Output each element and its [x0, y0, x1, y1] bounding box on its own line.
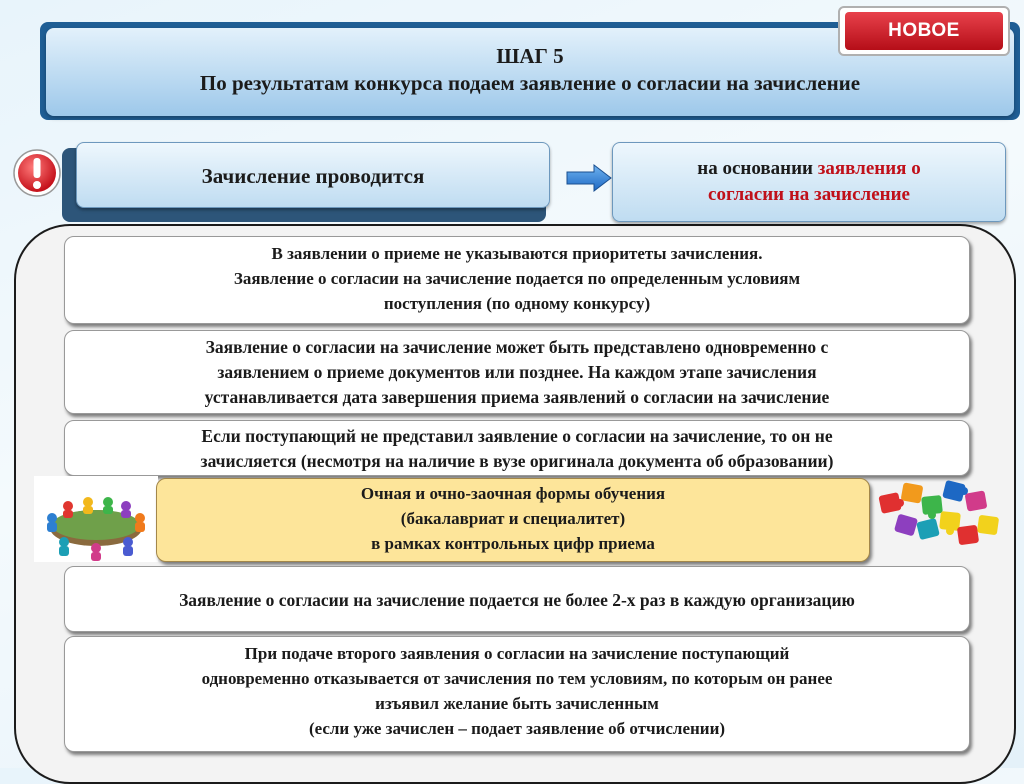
- note-line: поступления (по одному конкурсу): [383, 294, 651, 313]
- enrollment-basis-box: [612, 142, 1006, 222]
- note-line: При подаче второго заявления о согласии на зачисление поступающий: [244, 644, 790, 663]
- note-study-forms: [156, 478, 870, 562]
- note-line: одновременно отказывается от зачисления по тем условиям, по которым он ранее: [201, 669, 833, 688]
- note-line: (бакалавриат и специалитет): [400, 509, 626, 528]
- note-not-enrolled: [64, 420, 970, 476]
- note-line: (если уже зачислен – подает заявление об отчислении): [308, 719, 726, 738]
- round-table-meeting-icon: [34, 476, 158, 562]
- note-line: Очная и очно-заочная формы обучения: [360, 484, 666, 503]
- exclamation-icon: [12, 148, 62, 198]
- basis-highlight-2: согласии на зачисление: [708, 184, 910, 205]
- note-line: устанавливается дата завершения приема заявлений о согласии на зачисление: [204, 387, 830, 407]
- note-second-application: [64, 636, 970, 752]
- note-line: Если поступающий не представил заявление о согласии на зачисление, то он не: [201, 426, 833, 446]
- arrow-right-icon: [566, 164, 612, 192]
- step-subtitle: По результатам конкурса подаем заявление о согласии на зачисление: [199, 71, 861, 95]
- note-line: в рамках контрольных цифр приема: [371, 534, 655, 553]
- note-line: В заявлении о приеме не указываются приоритеты зачисления.: [271, 244, 763, 263]
- puzzle-pieces-icon: [874, 476, 1002, 552]
- note-line: Заявление о согласии на зачисление подается не более 2-х раз в каждую организацию: [179, 590, 855, 610]
- enrollment-label-box: [76, 142, 550, 208]
- step-title: ШАГ 5: [496, 44, 564, 68]
- note-max-two-times: [64, 566, 970, 632]
- note-line: зачисляется (несмотря на наличие в вузе оригинала документа об образовании): [200, 451, 834, 471]
- note-line: заявлением о приеме документов или позднее. На каждом этапе зачисления: [217, 362, 817, 382]
- note-line: Заявление о согласии на зачисление может быть представлено одновременно с: [205, 337, 829, 357]
- note-submission-timing: [64, 330, 970, 414]
- note-no-priorities: [64, 236, 970, 324]
- enrollment-label: Зачисление проводится: [201, 164, 425, 188]
- note-line: изъявил желание быть зачисленным: [375, 694, 659, 713]
- new-badge: НОВОЕ: [845, 12, 1003, 50]
- note-line: Заявление о согласии на зачисление подается по определенным условиям: [233, 269, 801, 288]
- basis-highlight-1: заявления о: [817, 158, 921, 179]
- basis-prefix: на основании: [697, 158, 813, 179]
